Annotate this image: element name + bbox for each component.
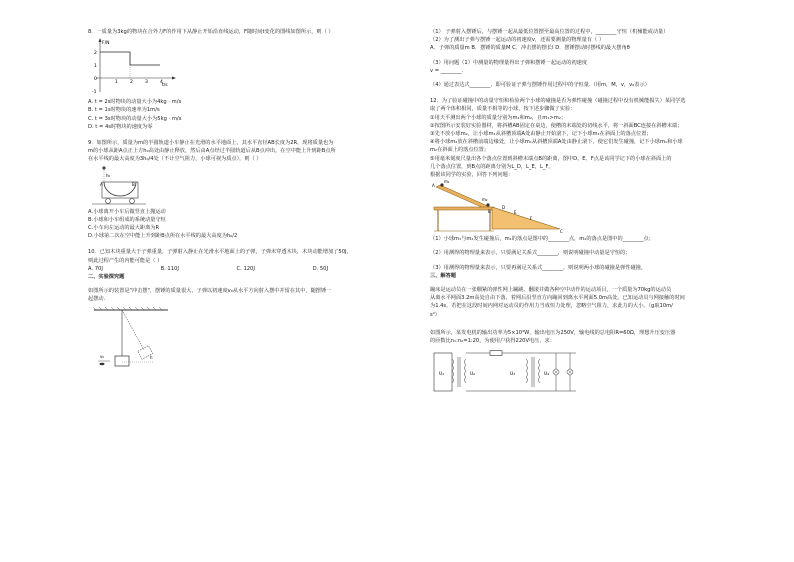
label-m2: m₂ xyxy=(482,197,488,203)
q12-line: ③先不放小球m₂，让小球m₁从斜槽顶端A处由静止开始滚下，记下小球m₁在斜面上的落点位置； xyxy=(430,131,652,138)
label-h0: h₀ xyxy=(106,172,111,178)
label-b: B xyxy=(488,209,491,215)
q11-cont-line: （1） 子弹射入摆锤后，与摆锤一起从最低位置摆至最高位置的过程中，________守恒（机械能或动量） xyxy=(430,29,669,35)
transmission-circuit-figure xyxy=(430,345,580,401)
xtick: 4 xyxy=(160,80,163,86)
graph-xlabel: t/s xyxy=(162,83,168,89)
ballistic-pendulum-figure xyxy=(88,304,178,374)
section-answers: 三、解答题 xyxy=(430,272,456,279)
q10-option-c: C. 120J xyxy=(236,265,255,272)
q10-options xyxy=(88,265,328,273)
q9-line: 在水平线的最大高度为3h₀/4处（不计空气阻力，小球可视为质点），则（ ） xyxy=(88,156,262,163)
q9-figure xyxy=(88,164,356,208)
q11-line: 如图所示的装置是"冲击摆"，摆锤的质量很大，子弹以初速度v₀从水平方向射入摆中并留在其中，随摆锤一 xyxy=(88,288,332,295)
q12-line: m₂在斜面上的落点位置； xyxy=(430,147,490,154)
label-c: C xyxy=(560,229,563,235)
label-d: D xyxy=(502,205,506,211)
q10-option-b: B. 110J xyxy=(160,265,179,272)
q11-cont-line: （2）为了测出子弹与摆锤一起运动的初速度v，还需要测量的物理量有（ ） xyxy=(430,37,605,44)
graph-ylabel: F/N xyxy=(102,41,110,47)
label-m1: m₁ xyxy=(444,179,450,185)
label-a: A xyxy=(100,181,103,187)
q9-option-a: A.小球离开小车后做竖直上抛运动 xyxy=(88,208,166,215)
incline-collision-figure xyxy=(430,179,570,235)
label-u1: U₁ xyxy=(439,372,445,378)
label-f: F xyxy=(530,216,533,222)
half-circle-cart-figure xyxy=(88,164,148,208)
label-e: E xyxy=(514,210,517,216)
section-experiment: 二、实验探究题 xyxy=(88,274,125,281)
left-column xyxy=(88,28,356,374)
q10-option-d: D. 50J xyxy=(312,265,328,272)
q14-line: 如图所示，某发电机的输出功率为5×10⁴W，输出电压为250V，输电线的总电阻R=60Ω，理想升压变压器 xyxy=(430,329,676,336)
q8-option-d: D. t = 4s时物块的速度为零 xyxy=(88,123,153,130)
xtick: 2 xyxy=(130,80,133,86)
q11-figure xyxy=(88,304,356,374)
label-a: A xyxy=(432,183,435,189)
q10-option-a: A. 70J xyxy=(88,265,103,272)
ytick: 1 xyxy=(94,64,97,70)
q12-line: 取了两个体积相同，质量不相等的小球，按下述步骤做了实验： xyxy=(430,106,576,113)
q13-line: 从离水平网面3.2m高处自由下落，着网后沿竖直方向蹦回到离水平网面5.0m高处。已知运动员与网接触的时间 xyxy=(430,295,685,302)
q11-line: 起摆动. xyxy=(88,296,106,303)
q12-line: 12．为了验证碰撞中的动量守恒和检验两个小球的碰撞是否为弹性碰撞（碰撞过程中没有机械能损失）某同学选 xyxy=(430,98,686,105)
ytick: 2 xyxy=(94,51,97,57)
label-v0: v₀ xyxy=(100,353,104,359)
q12-line: ④将小球m₂放在斜槽前端边缘处，让小球m₁从斜槽顶端A处由静止滚下，使它们发生碰撞，记下小球m₁和小球 xyxy=(430,139,683,146)
q8-stem: 8．一质量为3kg的物块在合外力F的作用下从静止开始沿直线运动，F随时间t变化的图线如图所示，则（ ） xyxy=(88,29,334,35)
q11-cont-line: v = ________. xyxy=(430,67,464,74)
q14-line: 的匝数比n₁:n₂=1:20，为使用户获得220V电压，求： xyxy=(430,338,555,345)
q8-option-b: B. t = 1s时物块的速率为1m/s xyxy=(88,107,160,114)
label-b: B xyxy=(132,181,135,187)
q14-figure xyxy=(430,345,736,405)
label-u3: U₃ xyxy=(510,372,516,378)
q10-line: 10．已知木块重量大于子弹重量，子弹射入静止在光滑水平地面上的子弹，子弹未穿透木块，木块动能增加了50J， xyxy=(88,249,352,256)
right-column xyxy=(430,28,736,405)
q12-line: ①用天平测出两个小球的质量分别为m₁和m₂，且m₁>m₂； xyxy=(430,114,567,121)
q9-option-b: B.小球和小车组成的系统动量守恒 xyxy=(88,216,166,223)
q8-option-c: C. t = 3s时物块的动量大小为5kg · m/s xyxy=(88,115,182,122)
xtick: 1 xyxy=(115,80,118,86)
q12-line: 几个落点位置，到B点的距离分别为L_D，L_E，L_F。 xyxy=(430,163,554,170)
force-time-graph xyxy=(88,36,178,96)
q12-line: 根据该同学的实验，回答下列问题： xyxy=(430,172,514,179)
q12-line: ⑤用毫米刻度尺量出各个落点位置到斜槽末端点B的距离，图中D、E、F点是该同学记下的小球在斜面上的 xyxy=(430,155,672,162)
q9-line: 9．如图所示，质量为m的半圆轨道小车静止在光滑的水平地面上，其水平直径AB长度为2R，现将质量也为 xyxy=(88,140,334,147)
q11-cont-line: （4）通过表达式________，即可验证子弹与摆锤作用过程中的守恒量.（用m，M，v，v₀表示） xyxy=(430,82,650,89)
q10-line: 则此过程产生的内能可能是（ ） xyxy=(88,257,163,264)
q8-option-a: A. t = 2s时物块的动量大小为4kg · m/s xyxy=(88,99,182,106)
label-u4: U₄ xyxy=(544,372,550,378)
q8-graph xyxy=(88,36,356,98)
label-h: h xyxy=(150,354,153,360)
xtick: 3 xyxy=(145,80,148,86)
q9-option-c: C.小车向左运动的最大距离为R xyxy=(88,225,160,232)
q12-line: ②按图所示安装好实验器材，将斜槽AB固定在桌边，使槽的末端处的切线水平，将一斜面BC连接在斜槽末端； xyxy=(430,122,683,129)
q13-line: 为1.4s，若把在这段时间内网对运动员的作用力当成恒力处理，忽略空气阻力，求此力的大小。（g取10m/ xyxy=(430,303,673,310)
q11-cont-line: （3）用问题（1）中测量的物理量得出子弹和摆锤一起运动的初速度 xyxy=(430,59,588,66)
ytick: -1 xyxy=(92,90,97,96)
ytick: 0 xyxy=(94,77,97,83)
q13-line: 蹦床是运动员在一张绷紧的弹性网上蹦跳、翻滚并做各种空中动作的运动项目，一个质量为70kg的运动员 xyxy=(430,287,672,294)
q9-line: m的小球从距A点正上方h₀高处由静止释放，然后由A点经过半圆轨道后从B点冲出，在空中能上升到距B点所 xyxy=(88,148,336,155)
q13-line: s²） xyxy=(430,311,440,318)
q12-after-line: （2）用测得的物理量来表示，只要满足关系式________，则说明碰撞中动量是守恒的； xyxy=(430,250,631,257)
q11-cont-line: A．子弹的质量m B．摆锤的质量M C．冲击摆的摆长l D．摆锤摆动时摆线的最大摆角θ xyxy=(430,45,630,52)
q9-option-d: D.小球第二次在空中能上升到距B点所在水平线的最大高度为h₀/2 xyxy=(88,233,238,240)
q12-figure xyxy=(430,179,736,235)
label-u2: U₂ xyxy=(470,372,476,378)
q12-after-line: （3）用测得的物理量来表示，只要再满足关系式________，则说明两小球的碰撞是弹性碰撞。 xyxy=(430,264,646,271)
q12-after-line: （1）小球m₁与m₂发生碰撞后，m₁的落点是图中的________点，m₂的落点是图中的________点； xyxy=(430,236,654,243)
